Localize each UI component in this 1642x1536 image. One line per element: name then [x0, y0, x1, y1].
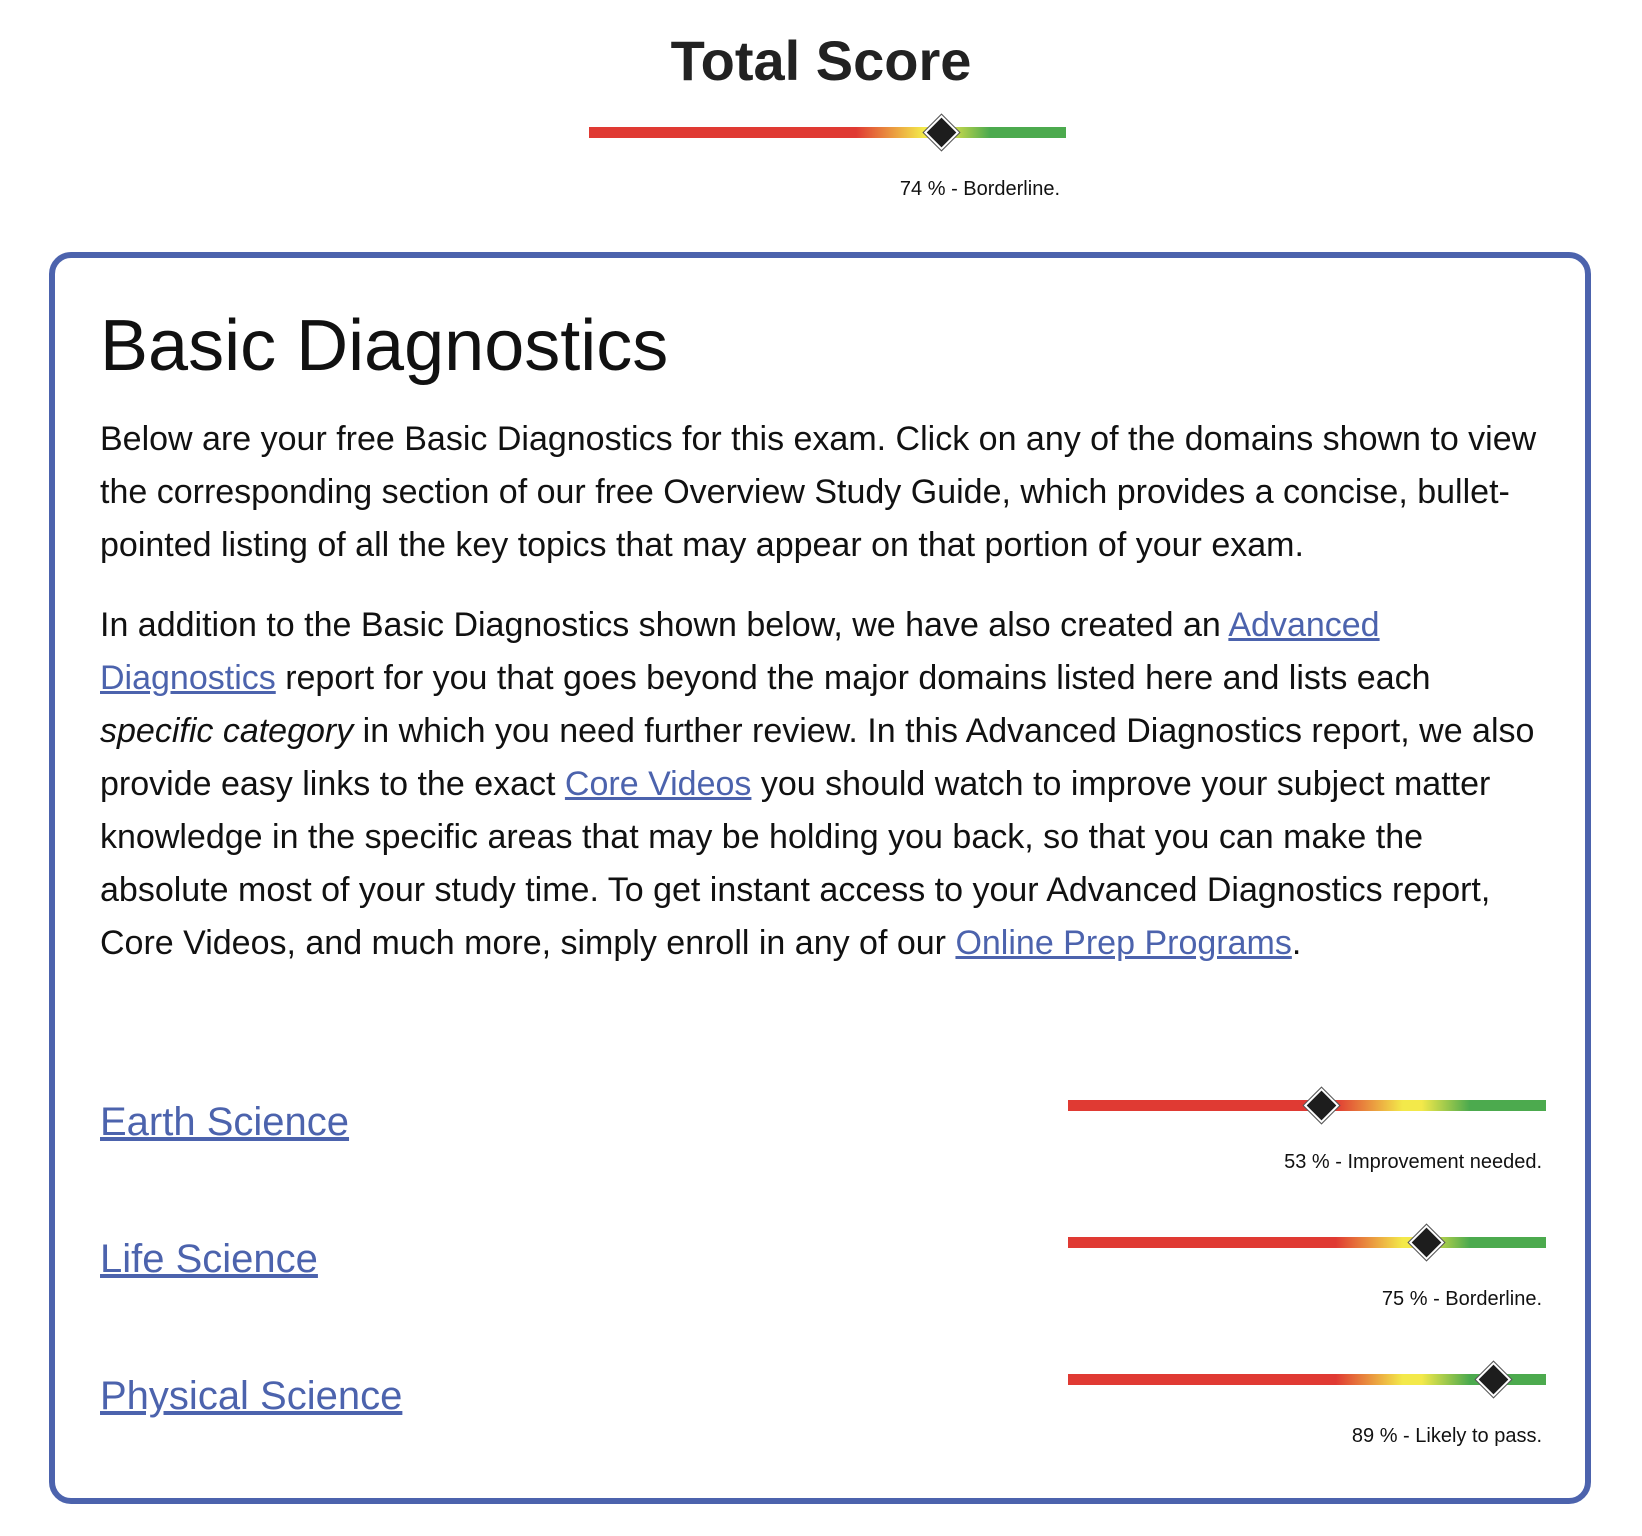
intro-paragraph: Below are your free Basic Diagnostics for this exam. Click on any of the domains shown to view the corresponding section of our free Overview Study Guide, which provides a concise, bullet-pointed listing of all the key topics that may appear on that portion of your exam. [100, 420, 1537, 564]
advanced-paragraph [100, 599, 1550, 970]
domain-caption-life-science: 75 % - Borderline. [1381, 1288, 1542, 1310]
domain-caption-physical-science: 89 % - Likely to pass. [1351, 1425, 1542, 1447]
advanced-diagnostics-link[interactable]: Advanced Diagnostics [100, 606, 1380, 697]
domain-link-physical-science[interactable]: Physical Science [100, 1374, 403, 1418]
paragraph-text: . [1291, 924, 1302, 962]
paragraph-text: report for you that goes beyond the major domains listed here and lists each [275, 659, 1431, 697]
meter-track [1068, 1237, 1546, 1248]
domain-link-earth-science[interactable]: Earth Science [100, 1100, 350, 1144]
meter-track [1068, 1374, 1546, 1385]
domain-caption-earth-science: 53 % - Improvement needed. [1284, 1151, 1542, 1173]
domain-meter-life-science [1068, 1237, 1546, 1248]
total-score-title: Total Score [670, 29, 972, 92]
total-score-caption: 74 % - Borderline. [899, 178, 1060, 200]
core-videos-link[interactable]: Core Videos [564, 765, 752, 803]
total-score-meter [589, 127, 1066, 138]
paragraph-text: in which you need further review. In this Advanced Diagnostics report, we also provide easy links to the exact [100, 712, 1535, 803]
card-title: Basic Diagnostics [100, 306, 669, 386]
domain-meter-earth-science [1068, 1100, 1546, 1111]
paragraph-text: In addition to the Basic Diagnostics shown below, we have also created an [100, 606, 1229, 644]
domain-link-life-science[interactable]: Life Science [100, 1237, 318, 1281]
diamond-marker-icon [924, 115, 959, 150]
paragraph-text: you should watch to improve your subject matter knowledge in the specific areas that may be holding you back, so that you can make the absolute most of your study time. To get instant access to your Advanced Diagnostics report, Core Videos, and much more, simply enroll in any of our [100, 765, 1491, 962]
emphasis-text: specific category [100, 712, 354, 750]
domain-meter-physical-science [1068, 1374, 1546, 1385]
meter-track [589, 127, 1066, 138]
online-prep-programs-link[interactable]: Online Prep Programs [955, 924, 1292, 962]
